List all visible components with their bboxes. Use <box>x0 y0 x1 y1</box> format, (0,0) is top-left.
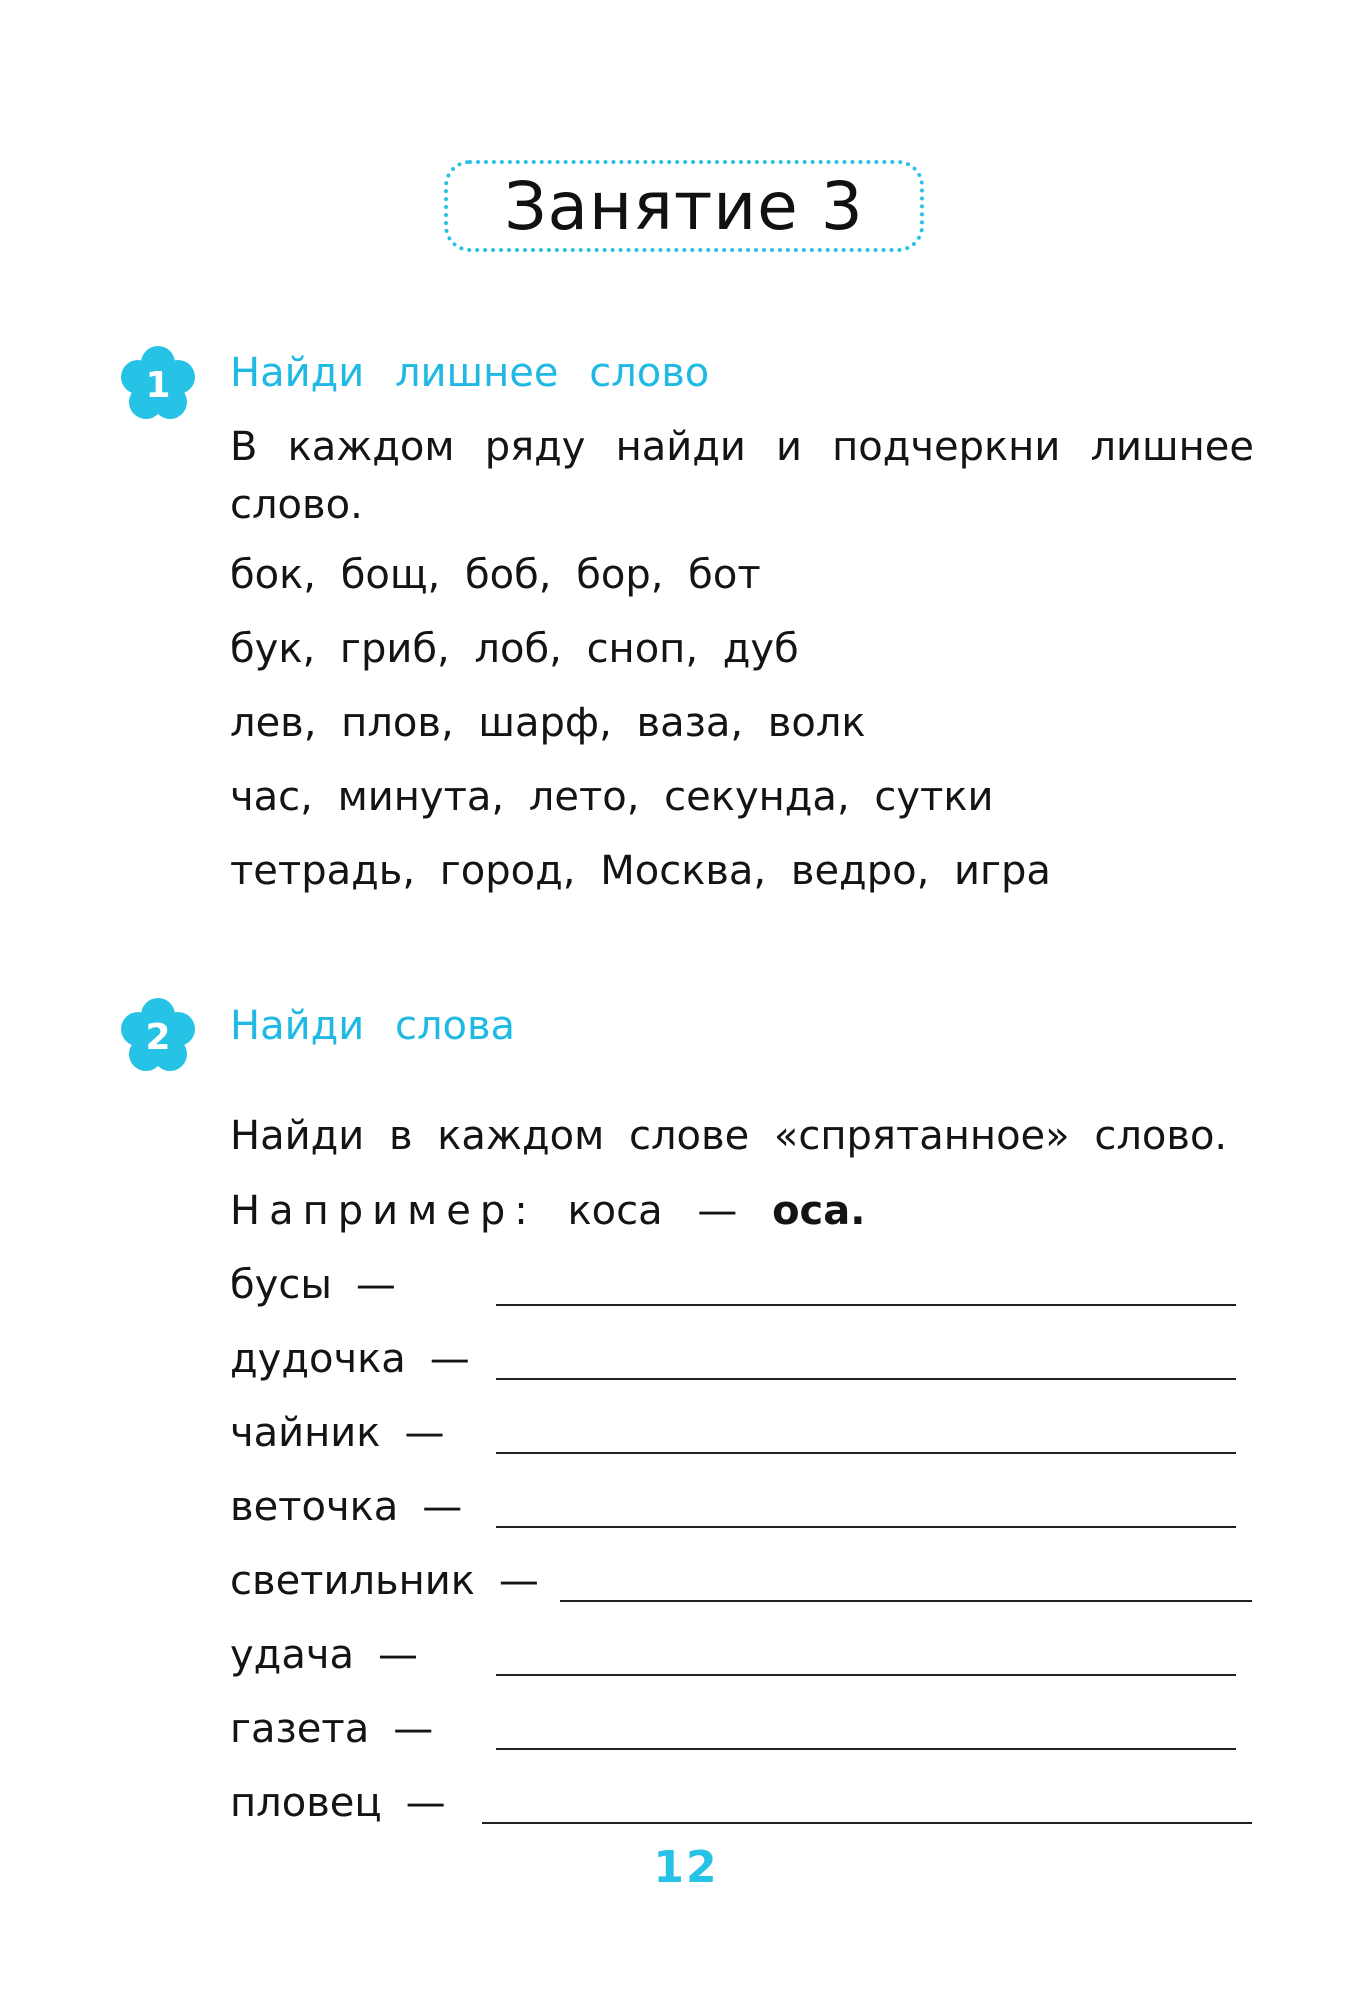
lesson-title-box <box>444 160 924 252</box>
example-answer: оса. <box>772 1188 866 1234</box>
answer-row-word: пловец — <box>230 1780 446 1826</box>
answer-row-word: газета — <box>230 1706 434 1752</box>
instruction-word: найди <box>615 424 746 470</box>
instruction-word: лишнее <box>1090 424 1254 470</box>
instruction-word: ряду <box>484 424 586 470</box>
lesson-title: Занятие 3 <box>504 167 864 245</box>
answer-row-word: дудочка — <box>230 1336 470 1382</box>
word-row-4[interactable]: час, минута, лето, секунда, сутки <box>230 774 994 820</box>
example-label: Например: <box>230 1188 537 1234</box>
answer-row <box>230 1484 1372 1544</box>
answer-line[interactable] <box>496 1674 1236 1676</box>
answer-line[interactable] <box>496 1452 1236 1454</box>
task-1-flower-icon <box>118 344 198 424</box>
answer-line[interactable] <box>496 1748 1236 1750</box>
answer-row-word: светильник — <box>230 1558 539 1604</box>
answer-row <box>230 1336 1372 1396</box>
answer-row <box>230 1706 1372 1766</box>
answer-row <box>230 1558 1372 1618</box>
task-1-instruction <box>230 424 1254 470</box>
example-word: коса <box>567 1188 663 1234</box>
task-2-title: Найди слова <box>230 1003 516 1049</box>
answer-line[interactable] <box>496 1526 1236 1528</box>
task-1-number: 1 <box>145 365 171 406</box>
answer-line[interactable] <box>496 1378 1236 1380</box>
example-dash: — <box>697 1188 738 1234</box>
answer-line[interactable] <box>496 1304 1236 1306</box>
answer-line[interactable] <box>560 1600 1252 1602</box>
answer-line[interactable] <box>482 1822 1252 1824</box>
task-2-number: 2 <box>145 1017 171 1058</box>
answer-row <box>230 1780 1372 1840</box>
answer-row <box>230 1632 1372 1692</box>
answer-row-word: бусы — <box>230 1262 396 1308</box>
answer-row-word: удача — <box>230 1632 418 1678</box>
task-2-instruction: Найди в каждом слове «спрятанное» слово. <box>230 1113 1228 1159</box>
instruction-word: и <box>776 424 802 470</box>
answer-row <box>230 1262 1372 1322</box>
answer-row-word: веточка — <box>230 1484 463 1530</box>
task-1-instruction-end: слово. <box>230 482 363 528</box>
word-row-2[interactable]: бук, гриб, лоб, сноп, дуб <box>230 626 799 672</box>
word-row-1[interactable]: бок, бощ, боб, бор, бот <box>230 552 761 598</box>
answer-row-word: чайник — <box>230 1410 445 1456</box>
word-row-3[interactable]: лев, плов, шарф, ваза, волк <box>230 700 866 746</box>
task-2-example <box>230 1188 865 1234</box>
instruction-word: каждом <box>287 424 455 470</box>
instruction-word: В <box>230 424 258 470</box>
page-number: 12 <box>653 1842 719 1893</box>
word-row-5[interactable]: тетрадь, город, Москва, ведро, игра <box>230 848 1051 894</box>
instruction-word: подчеркни <box>832 424 1061 470</box>
answer-row <box>230 1410 1372 1470</box>
task-2-flower-icon <box>118 996 198 1076</box>
task-1-title: Найди лишнее слово <box>230 350 710 396</box>
